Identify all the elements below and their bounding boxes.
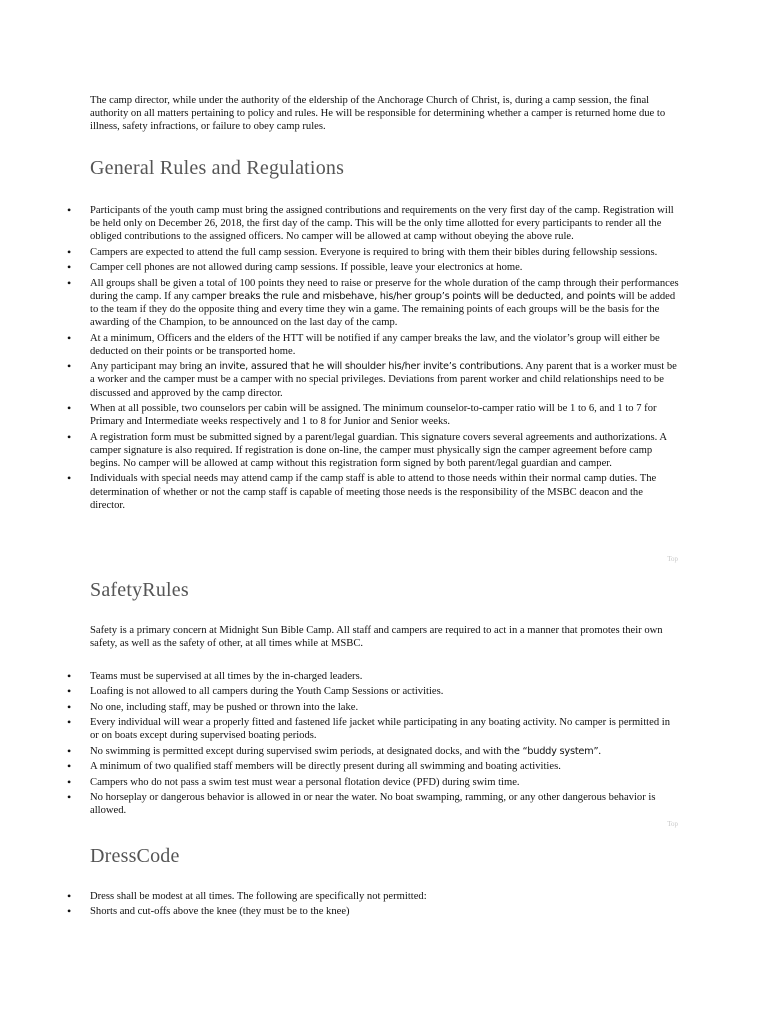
safety-rules-heading: SafetyRules — [90, 579, 189, 601]
intro-paragraph: The camp director, while under the authority of the eldership of the Anchorage Church of Christ, is, during a camp session, the final authority on all matters pertaining to policy and rules. He will be responsible for determining whether a camper is returned home due to illness, safety infractions, or failure to obey camp rules. — [90, 95, 666, 133]
list-item: • Any participant may bring an invite, assured that he will shoulder his/her invite’s contributions. Any parent that is a worker must be a worker and the camper must be a camper with no special privileges. Deviations from parent worker and child relationships need to be discussed and approved by the camp director. — [90, 360, 680, 400]
handwritten-text: mper breaks the rule and misbehave, his/her group’s points will be deducted, and points — [201, 290, 616, 302]
top-link[interactable]: Top — [667, 820, 678, 828]
handwritten-text: an invite, assured that he will shoulder his/her invite’s contributions — [204, 361, 521, 373]
safety-rules-list — [90, 670, 680, 820]
list-item: • Every individual will wear a properly fitted and fastened life jacket while participating in any boating activity. No camper is permitted in or on boats except during supervised boating periods. — [90, 716, 680, 742]
list-item: • Shorts and cut-offs above the knee (they must be to the knee) — [90, 905, 680, 918]
list-item: • Campers who do not pass a swim test must wear a personal flotation device (PFD) during swim time. — [90, 776, 680, 789]
list-item: • Dress shall be modest at all times. The following are specifically not permitted: — [90, 890, 680, 903]
general-rules-heading: General Rules and Regulations — [90, 157, 345, 179]
list-item: • Participants of the youth camp must bring the assigned contributions and requirements on the very first day of the camp. Registration will be held only on December 26, 2018, the first day of the camp. This will be the only time allotted for every participants to render all the obliged contributions to the assigned officers. No camper will be allowed at camp without obeying the above rule. — [90, 204, 680, 244]
list-item: • A registration form must be submitted signed by a parent/legal guardian. This signature covers several agreements and authorizations. A camper signature is also required. If registration is done on-line, the camper must physically sign the camper agreement before camp begins. No camper will be allowed at camp without this registration form signed by both parent/legal guardian and camper. — [90, 431, 680, 471]
dress-code-list — [90, 890, 680, 921]
general-rules-list — [90, 204, 680, 514]
list-item: • No horseplay or dangerous behavior is allowed in or near the water. No boat swamping, ramming, or any other dangerous behavior is allowed. — [90, 791, 680, 817]
top-link[interactable]: Top — [667, 555, 678, 563]
list-item: • Teams must be supervised at all times by the in-charged leaders. — [90, 670, 680, 683]
list-item: • All groups shall be given a total of 100 points they need to raise or preserve for the whole duration of the camp through their performances during the camp. If any camper breaks the rule and misbehave, his/her group’s points will be deducted, and points will be added to the team if they do the opposite thing and every time they win a game. The remaining points of each groups will be the basis for the awarding of the Champion, to be announced on the last day of the camp. — [90, 277, 680, 330]
list-item: • When at all possible, two counselors per cabin will be assigned. The minimum counselor-to-camper ratio will be 1 to 6, and 1 to 7 for Primary and Intermediate weeks respectively and 1 to 8 for Junior and Senior weeks. — [90, 402, 680, 428]
list-item: • Camper cell phones are not allowed during camp sessions. If possible, leave your electronics at home. — [90, 261, 680, 274]
list-item: • Campers are expected to attend the full camp session. Everyone is required to bring with them their bibles during fellowship sessions. — [90, 246, 680, 259]
list-item: • No swimming is permitted except during supervised swim periods, at designated docks, and with the “buddy system”. — [90, 745, 680, 758]
list-item: • At a minimum, Officers and the elders of the HTT will be notified if any camper breaks the law, and the violator’s group will either be deducted on their points or be transported home. — [90, 332, 680, 358]
list-item: • A minimum of two qualified staff members will be directly present during all swimming and boating activities. — [90, 760, 680, 773]
handwritten-text: the “buddy system” — [504, 745, 599, 757]
safety-intro-paragraph: Safety is a primary concern at Midnight Sun Bible Camp. All staff and campers are required to act in a manner that promotes their own safety, as well as the safety of other, at all times while at MSBC. — [90, 625, 663, 650]
dress-code-heading: DressCode — [90, 845, 180, 867]
list-item: • No one, including staff, may be pushed or thrown into the lake. — [90, 701, 680, 714]
list-item: • Individuals with special needs may attend camp if the camp staff is able to attend to those needs within their normal camp duties. The determination of whether or not the camp staff is capable of meeting those needs is the responsibility of the MSBC deacon and the director. — [90, 472, 680, 512]
list-item: • Loafing is not allowed to all campers during the Youth Camp Sessions or activities. — [90, 685, 680, 698]
